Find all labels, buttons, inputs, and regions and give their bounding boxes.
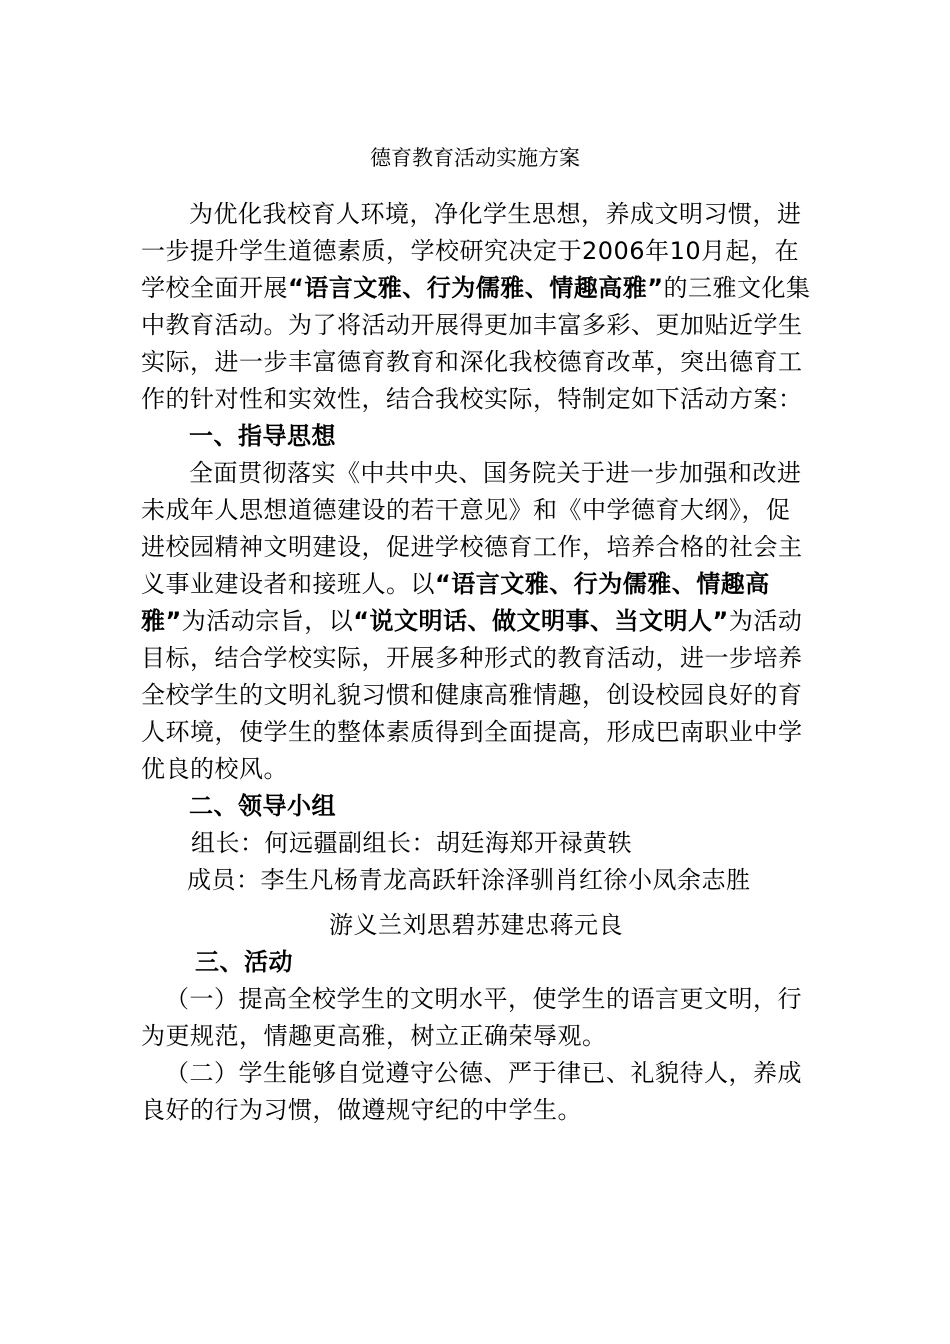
guiding-text-3: 为活动目标，结合学校实际，开展多种形式的教育活动，进一步培养全校学生的文明礼貌习惯和健康高雅情趣，创设校园良好的育人环境，使学生的整体素质得到全面提高，形成巴南职业中学优良的校风。	[141, 607, 803, 783]
intro-text-2: 的三雅文化集中教育活动。为了将活动开展得更加丰富多彩、更加贴近学生实际，进一步丰富德育教育和深化我校德育改革，突出德育工作的针对性和实效性，结合我校实际，特制定如下活动方案：	[141, 274, 811, 413]
leadership-leaders: 组长：何远疆副组长：胡廷海郑开禄黄轶	[191, 829, 632, 857]
intro-text-1: 为优化我校育人环境，净化学生思想，养成文明习惯，进一步提升学生道德素质，学校研究决定于2006年10月起，在学校全面开展	[141, 200, 802, 302]
section-heading-guiding: 一、指导思想	[189, 422, 336, 450]
section-heading-leadership: 二、领导小组	[189, 792, 336, 820]
intro-paragraph	[141, 196, 811, 418]
guiding-slogan-1: “语言文雅、行为儒雅、情趣高雅”	[141, 570, 770, 635]
guiding-text-1: 全面贯彻落实《中共中央、国务院关于进一步加强和改进未成年人思想道德建设的若干意见》和《中学德育大纲》，促进校园精神文明建设，促进学校德育工作，培养合格的社会主义事业建设者和接班人。以	[141, 459, 803, 598]
activity-item-2: （二）学生能够自觉遵守公德、严于律已、礼貌待人，养成良好的行为习惯，做遵规守纪的中学生。	[141, 1059, 802, 1124]
document-body	[141, 196, 811, 1129]
guiding-slogan-2: “说文明话、做文明事、当文明人”	[353, 607, 729, 635]
guiding-paragraph	[141, 455, 811, 788]
intro-slogan: “语言文雅、行为儒雅、情趣高雅”	[288, 274, 664, 302]
activity-item-1: （一）提高全校学生的文明水平，使学生的语言更文明，行为更规范，情趣更高雅，树立正确荣辱观。	[141, 985, 802, 1050]
leadership-members-line-1: 成员：李生凡杨青龙高跃轩涂泽驯肖红徐小凤余志胜	[187, 866, 751, 894]
section-heading-activities: 三、活动	[195, 948, 293, 976]
leadership-members-line-2: 游义兰刘思碧苏建忠蒋元良	[329, 911, 623, 939]
document-title: 德育教育活动实施方案	[370, 146, 580, 170]
guiding-text-2: 为活动宗旨，以	[181, 607, 354, 635]
